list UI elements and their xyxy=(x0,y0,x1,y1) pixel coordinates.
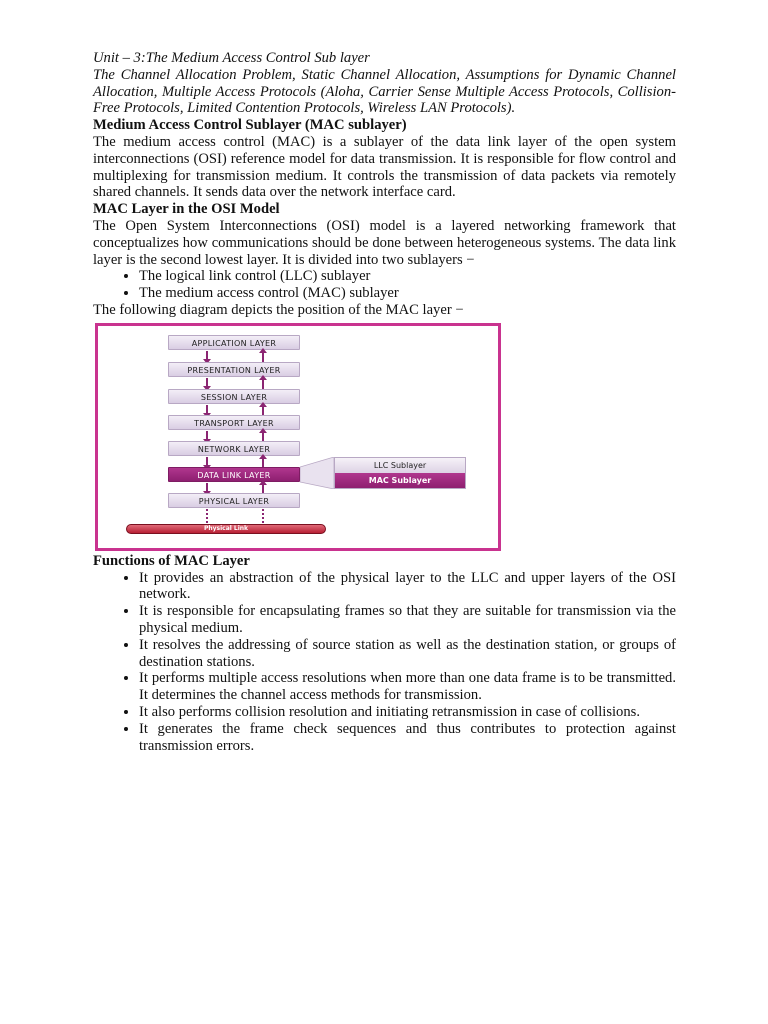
physical-link-label: Physical Link xyxy=(203,524,249,532)
section-body-osi: The Open System Interconnections (OSI) model is a layered networking framework that conceptualizes how communications should be done between heterogeneous systems. The data link layer is the second lowest layer. It is divided into two sublayers − xyxy=(93,217,676,268)
unit-title: Unit – 3:The Medium Access Control Sub layer xyxy=(93,50,370,66)
arrow-down-icon xyxy=(206,405,208,414)
arrow-up-icon xyxy=(262,352,264,362)
sublayer-callout xyxy=(300,457,334,489)
sublayer-list xyxy=(93,268,676,302)
arrow-down-icon xyxy=(206,431,208,440)
sublayer-box xyxy=(334,457,466,489)
section-heading-functions: Functions of MAC Layer xyxy=(93,552,250,569)
list-item: • It also performs collision resolution and initiating retransmission in case of collisions. xyxy=(139,704,676,721)
layer-presentation: PRESENTATION LAYER xyxy=(168,362,300,377)
arrow-down-icon xyxy=(206,457,208,466)
list-item: • It provides an abstraction of the physical layer to the LLC and upper layers of the OSI network. xyxy=(139,570,676,604)
section-heading-osi: MAC Layer in the OSI Model xyxy=(93,201,280,218)
list-item: • It is responsible for encapsulating frames so that they are suitable for transmission via the physical medium. xyxy=(139,603,676,637)
layer-physical: PHYSICAL LAYER xyxy=(168,493,300,508)
llc-sublayer: LLC Sublayer xyxy=(335,458,465,473)
physical-link-bar xyxy=(126,524,326,534)
list-item: • It performs multiple access resolutions when more than one data frame is to be transmitted. It determines the channel access methods for transmission. xyxy=(139,670,676,704)
layer-application: APPLICATION LAYER xyxy=(168,335,300,350)
document-page xyxy=(93,50,676,754)
list-item: • It resolves the addressing of source station as well as the destination station, or groups of destination stations. xyxy=(139,637,676,671)
diagram-intro: The following diagram depicts the position of the MAC layer − xyxy=(93,301,464,318)
mac-sublayer: MAC Sublayer xyxy=(335,473,465,488)
layer-transport: TRANSPORT LAYER xyxy=(168,415,300,430)
dotted-connector xyxy=(206,509,208,523)
functions-list xyxy=(93,570,676,755)
dotted-connector xyxy=(262,509,264,523)
layer-network: NETWORK LAYER xyxy=(168,441,300,456)
arrow-down-icon xyxy=(206,378,208,387)
section-body-mac-sublayer: The medium access control (MAC) is a sublayer of the data link layer of the open system interconnections (OSI) reference model for data transmission. It is responsible for flow control and multiplexing for transmission medium. It controls the transmission of data packets via remotely shared channels. It sends data over the network interface card. xyxy=(93,133,676,201)
unit-topics: The Channel Allocation Problem, Static Channel Allocation, Assumptions for Dynamic Channel Allocation, Multiple Access Protocols (Aloha, Carrier Sense Multiple Access Protocols, Collision-Free Protocols, Limited Contention Protocols, Wireless LAN Protocols). xyxy=(93,66,676,117)
osi-mac-diagram xyxy=(95,323,501,551)
section-heading-mac-sublayer: Medium Access Control Sublayer (MAC sublayer) xyxy=(93,117,407,134)
arrow-down-icon xyxy=(206,351,208,360)
list-item: • The logical link control (LLC) sublayer xyxy=(139,268,676,285)
arrow-down-icon xyxy=(206,483,208,492)
arrow-up-icon xyxy=(262,379,264,389)
layer-session: SESSION LAYER xyxy=(168,389,300,404)
list-item: • The medium access control (MAC) sublayer xyxy=(139,285,676,302)
list-item: • It generates the frame check sequences and thus contributes to protection against transmission errors. xyxy=(139,721,676,755)
layer-data-link: DATA LINK LAYER xyxy=(168,467,300,482)
